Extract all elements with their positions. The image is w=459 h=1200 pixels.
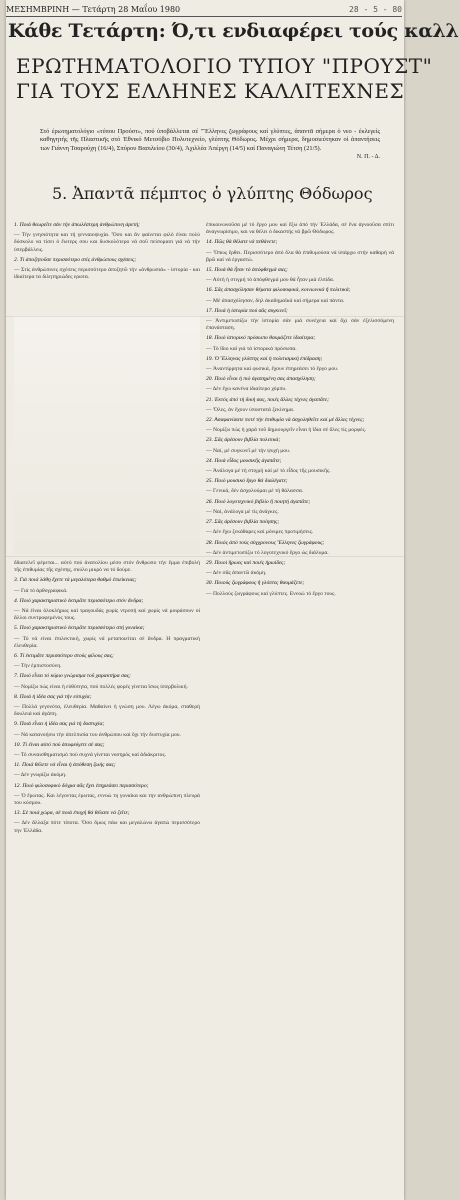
question: 5. Ποιό χαρακτηριστικό ἐκτιμᾶτε περισσότερο στή γυναίκα; [14,625,145,632]
answer: — Νά κατανοήσω τήν ἀπελπισία του ἀνθρώπου καί ὅχι τήν δυστυχία μου. [14,731,181,738]
answer: — Τό ἴδιο καί γιά τά ἰστορικά πρόσωπα. [206,345,297,352]
answer: — Ἀντιμετωπίζω τήν ἰστορία σάν μιά συνέχεια καί ὄχι σάν ἐξελισσόμενη ἐπανάσταση. [206,318,394,332]
answer: — Πολλούς ζωγράφους καί γλύπτες. Εννοώ τό ἔργο τους. [206,590,336,597]
answer: — Δέν γνωρίζω ἀκόμη. [14,772,67,779]
question: 8. Ποιά ἡ ἰδέα σας γιά τήν εὐτυχία; [14,693,92,700]
answer: — Τό νά είναι ἐπιλεκτική, χωρίς νά μεταποιείται σέ ἄνδρα. Η πραγματική ἐλευθερία. [14,635,200,649]
answer: — Δέν σᾶς ἀπαντῶ ἀκόμη. [206,570,267,577]
answer: — Τήν γνησιότητα και τή γενναιοψυχία. Ὅσο και ἄν φαίνεται φιλό ἐίναι πολύ δύσκολο να τίσει ὁ ἔωτερς σου και δυσκολότερο νά σοῦ πείσομασι γιά νά τήν ὑπερβάλλεις. [14,232,200,253]
fold-line [6,556,404,557]
question: 23. Σᾶς ἀρέσουν βιβλία πολιτικά; [206,437,281,444]
answer: — Τό συναισθηματισμό πού συχνά γίνεται νοσηρός καί ἀδιάκριτος. [14,752,167,759]
answer: δδιατελεῖ φέρεται... αὐτό πού ἀνατολίου μέσο στόν ἄνθρωπο τήν ἔμμα ἐπιβολή τῆς ἐπιθυμίας τῆς σχέσης, σκύλο μικρό να τό δούμε. [14,560,200,574]
answer: — Αὐτή ἡ στιγμή τό ἀπόφθεγμά μου θά ἦταν μιά ἐλπίδα. [206,277,335,284]
headline [16,54,433,104]
answer: — Νομίζω πώς είναι ἡ εὐθύτητα, πού πολλές φορές γίνεται ἴσως ὑπερβολική. [14,683,188,690]
question: 12. Ποιό φιλοσοφικό δόγμα σᾶς ἔχει ἐπηρεάσει περισσότερο; [14,782,149,789]
question: 13. Σέ ποιά χώρα, σέ ποιά ἐποχή θά θέλατε νά ζεῖτε; [14,810,130,817]
handwritten-date: 28 - 5 - 80 [349,4,402,14]
question: 29. Ποιοί ἥρωες καί ποιές ἡρωίδες; [206,559,286,566]
answer: — Ἀνάλογα μέ τή στιγμή καί μέ τό εἶδος τῆς μουσικῆς. [206,468,331,475]
question: 26. Ποιό λογοτεχνικό βιβλίο ἤ ποιητή ἀγαπᾶτε; [206,498,311,505]
question: 14. Πῶς θά θέλατε νά πεθάνετε; [206,239,278,246]
question: 16. Σᾶς ἀπασχόλησαν θέματα φιλοσοφικά, κοινωνικά ἤ πολιτικά; [206,287,351,294]
question: 7. Ποιό εἶναι τό κύριο γνώρισμα τοῦ χαρακτήρα σας; [14,673,131,680]
left-column-bottom [14,560,200,1190]
question: 15. Ποιά θά ἦταν τό ἀπόφθεγμά σας; [206,267,288,274]
question: 4. Ποιό χαρακτηριστικό ἐκτιμᾶτε περισσότερο στόν ἄνδρα; [14,597,144,604]
question: 9. Ποιά εἶναι ἡ ἰδέα σας γιά τή δυστυχία; [14,721,105,728]
author-signature: Ν. Π. - Δ. [356,153,380,160]
masthead [6,2,402,17]
question: 28. Ποιός ἀπό τούς σύγχρονους Ἕλληνες ζωγράφους; [206,539,325,546]
answer: — Δέν ἄλλαξα πότε τίποτα. Ὅσο ὅμως πάω και μεγαλώνω ἀγαπώ περισσότερο την Ἑλλάδα. [14,820,200,834]
question: 3. Γιά ποιά λάθη ἔχετε τά μεγαλύτερα θαθμό ἐπιείκειας; [14,577,137,584]
question: 1. Ποιά θεωρεῖτε σάν τήν ἀπωλέστερη ἀνθρώπινη ἀρετή; [14,222,140,228]
answer: — Δέν ἔχω κανένα ἰδιαίτερο χόμπυ. [206,386,287,393]
headline-line-1: ΕΡΩΤΗΜΑΤΟΛΟΓΙΟ ΤΥΠΟΥ "ΠΡΟΥΣΤ" [16,54,433,78]
answer: ἐπικοινωνοῦσα μέ τό ἔργο μου καί ἔξω ἀπό τήν Ἑλλάδα, σέ ἕνα ἀγνοοῦσα σπίτι ἀναγνωρίσιμο, και να θέλει ὁ δικαστής νά βρῶ Θόδωρος. [206,222,394,236]
question: 11. Ποιά θέλετε νά εἶναι ἡ ἀπόθεση ζωής σας; [14,762,116,769]
headline-line-2: ΓΙΑ ΤΟΥΣ ΕΛΛΗΝΕΣ ΚΑΛΛΙΤΕΧΝΕΣ [16,79,405,103]
question: 17. Ποιά ἡ ἰστορία πού σᾶς συγκινεῖ; [206,307,288,314]
subheadline: 5. Ἀπαντᾶ πέμπτος ὁ γλύπτης Θόδωρος [52,184,373,203]
question: 27. Σᾶς ἀρέσουν βιβλία ποίησης; [206,519,280,526]
fold-line [6,316,404,317]
intro-text: Στό ἐρωτηματολόγιο «τύπου Προύστ», πού ὑποβάλλεται σέ "Ἕλληνες ζωγράφους καί γλύπτες, ἀπαντᾶ σήμερα ὁ νεο - ἐκλεγείς καθηγητής τῆς Πλαστικῆς στό Ἐθνικό Μετσόβιο Πολυτεχνείο, γλύπτης Θόδωρος. Μέχρι σήμερα, δημοσιεύτηκαν οἱ ἀπαντήσεις των Γιάννη Τσαρούχη (16/4), Σπύρου Βασιλείου (30/4), Ἀχιλλέα Ἀπέργη (14/5) καί Παναγιώτη Τέτση (21/5). [40,128,380,152]
question: 30. Ποιούς ζωγράφους ἤ γλύπτες θαυμάζετε; [206,580,305,587]
question: 2. Τί ἀποζητοῦσε περισσότερο στίς ἀνθρώπους σχέσεις; [14,256,137,263]
question: 6. Τί ἐκτιμᾶτε περισσότερο στούς φίλους σας; [14,653,114,660]
answer: — Ναί, ἀνάλογα μέ τίς ἀνάγκες. [206,508,279,515]
answer: — Μέ ἀπασχόλησαν, δηλ ἀκαδημαϊκά καί σήμερα καί πάντα. [206,297,345,304]
question: 19. Ὁ Ἕλληνας γλύπτης καί ἡ πολιτισμική ἐπίδραση; [206,355,323,362]
answer: — Γιά τό ἀρθογραφικά. [14,587,68,594]
answer: — Νά ἐίναι ὁλοκλήρως καί τραγουδάς χωρίς ντροπή καί χωρίς νά μοιράσουν οἱ ἄλλοι συντροφεμένος τους. [14,608,200,622]
answer: — Στίς ἀνθρώπινες σχέσεις περισσότερο ἀποζητῶ τήν «ἀνθρωπιά» - ἰστορία - και ἰδιαίτερα τα διλητηριώδες ερωτα. [14,267,200,281]
photo-area [14,316,200,554]
question: 18. Ποιό ἰστορικό πρόσωπο θαυμάζετε ἰδιαίτερα; [206,335,316,342]
answer: — Νομίζω πώς ἡ χαρά τοῦ δημιουργεῖν εἶναι ἡ ἴδια σέ ὅλες τίς μορφές. [206,427,367,434]
answer: — Ἀναντίρρητα καί φυσικά, ἔχουν ἐπηρεάσει τό ἔργο μου. [206,366,339,373]
answer: — Ὁ ἔρωτας. Και λέγοντας έρωτας, εννοώ τη γυναίκα και την ανθρώπινη πλευρά του κόσμου. [14,792,200,807]
question: 25. Ποιό μουσικό ἔργο θά διαλέγατε; [206,478,288,485]
answer: — Γενικά, δέν ἀσχολούμαι μέ τή θάλασσα. [206,488,304,495]
masthead-text: ΜΕΣΗΜΒΡΙΝΗ — Τετάρτη 28 Μαΐου 1980 [6,4,181,14]
left-column-top [14,222,200,312]
answer: — Ναί, μέ συγκινεῖ μέ τήν ψυχή μου. [206,447,291,454]
answer: — Δέν ἀντιμετωπίζω τό λογοτεχνικό ἔργο ὡς διάλυμα. [206,549,329,556]
question: 20. Ποιό εἶναι ἡ πιό ἀγαπημένη σας ἀπασχόληση; [206,376,316,383]
question: 21. Ἐκτός ἀπό τή δική σας, ποιές ἄλλες τέχνες ἀγαπᾶτε; [206,396,329,403]
question: 22. Ἀσαφανίσατε ποτέ τήν ἐπιθυμία νά ἀσχοληθεῖτε καί μέ ἄλλες τέχνες; [206,417,365,424]
right-column [206,222,394,1182]
answer: — Ὅπως ἔρθει. Περισσότερο ἀπό ὅλα θά ἐπιθυμούσα νά ὑπάρχω στήν καθαρή νά βρῶ καί νά ἐργαστώ. [206,249,394,263]
answer: — Δέν ἔχω ξεκάθαρες καί μόνιμες προτιμήσεις. [206,529,314,536]
question: 10. Τί ἐίναι αὐτό πού ἀποφεύγετε σέ σας; [14,741,105,748]
question: 24. Ποιά εἶδος μουσικῆς ἀγαπᾶτε; [206,457,282,464]
intro-paragraph [40,128,380,161]
answer: — Τήν ἐμπιστοσύνη. [14,663,62,670]
column-strap: Κάθε Τετάρτη: Ό,τι ενδιαφέρει τούς καλλ [8,20,459,42]
answer: — Πολλά γεγονότα, ἐλευθερία. Μαθαίνει ἡ γνώση μου. Λέγω ἀκόμα, σταθερή δουλειά καί ἀγάπη. [14,704,200,718]
answer: — Ὅλες, ἀν ἔχουν ὑποστατά ξεκίνημα. [206,406,295,413]
